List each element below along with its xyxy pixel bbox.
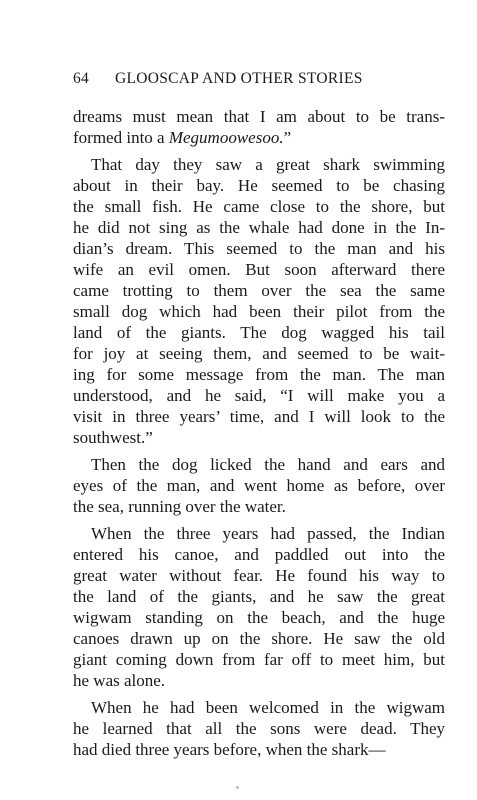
text-line: he learned that all the sons were dead. They (73, 719, 445, 738)
text-line: the land of the giants, and he saw the great (73, 587, 445, 606)
text-line: dian’s dream. This seemed to the man and his (73, 239, 445, 258)
text-line: about in their bay. He seemed to be chasing (73, 176, 445, 195)
paragraph (73, 454, 445, 517)
paragraph (73, 523, 445, 691)
text-line: small dog which had been their pilot from the (73, 302, 445, 321)
paragraph (73, 154, 445, 448)
text-line: the small fish. He came close to the shore, but (73, 197, 445, 216)
text-line: When the three years had passed, the Indian (91, 524, 445, 543)
text-line: giant coming down from far off to meet him, but (73, 650, 445, 669)
text-fragment: ” (283, 128, 292, 147)
text-line: eyes of the man, and went home as before, over (73, 476, 445, 495)
text-line: southwest.” (73, 428, 153, 447)
text-line: Then the dog licked the hand and ears and (91, 455, 445, 474)
running-title: GLOOSCAP AND OTHER STORIES (115, 70, 363, 87)
page-mark (236, 786, 239, 789)
text-line: the sea, running over the water. (73, 497, 286, 516)
text-line: visit in three years’ time, and I will look to the (73, 407, 445, 426)
text-line: he did not sing as the whale had done in the In- (73, 218, 445, 237)
body-text (73, 106, 445, 760)
text-line: That day they saw a great shark swimming (91, 155, 445, 174)
text-line: he was alone. (73, 671, 166, 690)
text-line: dreams must mean that I am about to be trans- (73, 107, 445, 126)
text-line: wife an evil omen. But soon afterward there (73, 260, 445, 279)
text-line: great water without fear. He found his way to (73, 566, 445, 585)
text-fragment: formed into a (73, 128, 169, 147)
text-line: land of the giants. The dog wagged his tail (73, 323, 445, 342)
text-line: for joy at seeing them, and seemed to be wait- (73, 344, 445, 363)
text-line: had died three years before, when the shark— (73, 740, 386, 759)
text-line: wigwam standing on the beach, and the huge (73, 608, 445, 627)
text-line: understood, and he said, “I will make you a (73, 386, 445, 405)
text-line: When he had been welcomed in the wigwam (91, 698, 445, 717)
paragraph (73, 697, 445, 760)
running-header (73, 70, 445, 94)
text-line: ing for some message from the man. The man (73, 365, 445, 384)
text-line: came trotting to them over the sea the same (73, 281, 445, 300)
page-number: 64 (73, 70, 90, 87)
text-line: canoes drawn up on the shore. He saw the old (73, 629, 445, 648)
italic-term: Megumoowesoo. (168, 128, 284, 147)
text-line: entered his canoe, and paddled out into the (73, 545, 445, 564)
paragraph (73, 106, 445, 148)
text-line-with-italic (73, 127, 445, 148)
book-page (73, 70, 445, 760)
